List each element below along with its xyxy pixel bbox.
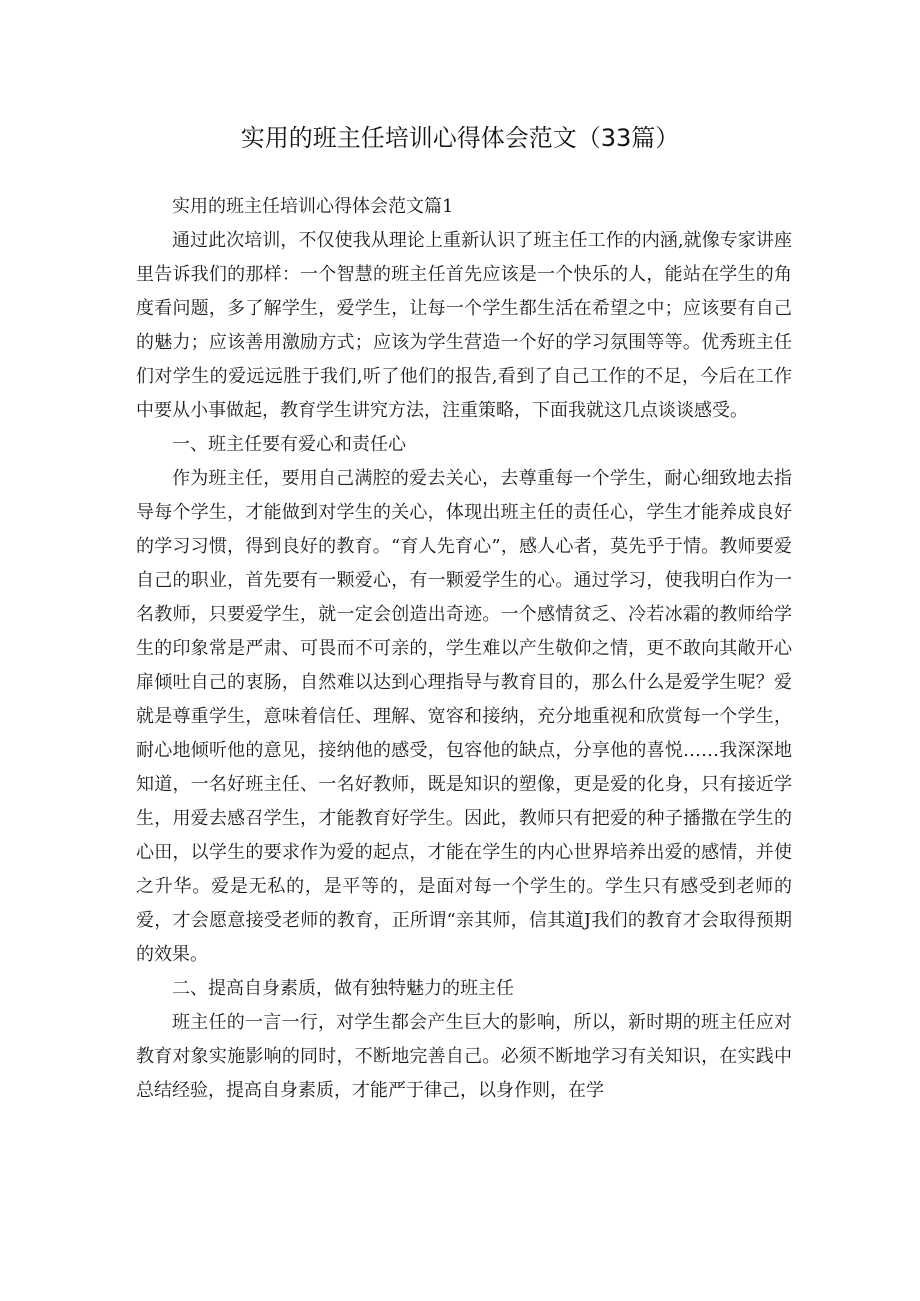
paragraph-love-responsibility: 作为班主任，要用自己满腔的爱去关心，去尊重每一个学生，耐心细致地去指导每个学生，才能做到对学生的关心，体现出班主任的责任心，学生才能养成良好的学习习惯，得到良好的教育。“育人先育心”，感人心者，莫先乎于情。教师要爱自己的职业，首先要有一颗爱心，有一颗爱学生的心。通过学习，使我明白作为一名教师，只要爱学生，就一定会创造出奇迹。一个感情贫乏、冷若冰霜的教师给学生的印象常是严肃、可畏而不可亲的，学生难以产生敬仰之情，更不敢向其敞开心扉倾吐自己的衷肠，自然难以达到心理指导与教育目的，那么什么是爱学生呢？爱就是尊重学生，意味着信任、理解、宽容和接纳，充分地重视和欣赏每一个学生，耐心地倾听他的意见，接纳他的感受，包容他的缺点，分享他的喜悦……我深深地知道，一名好班主任、一名好教师，既是知识的塑像，更是爱的化身，只有接近学生，用爱去感召学生，才能教育好学生。因此，教师只有把爱的种子播撒在学生的心田，以学生的要求作为爱的起点，才能在学生的内心世界培养出爱的感情，并使之升华。爱是无私的，是平等的，是面对每一个学生的。学生只有感受到老师的爱，才会愿意接受老师的教育，正所谓“亲其师，信其道J我们的教育才会取得预期的效果。 <box>136 468 792 965</box>
heading-love-responsibility: 一、班主任要有爱心和责任心 <box>172 434 406 455</box>
document-title: 实用的班主任培训心得体会范文（33篇） <box>240 124 680 152</box>
heading-self-improvement: 二、提高自身素质，做有独特魅力的班主任 <box>172 978 514 999</box>
intro-paragraph: 通过此次培训，不仅使我从理论上重新认识了班主任工作的内涵,就像专家讲座里告诉我们的那样：一个智慧的班主任首先应该是一个快乐的人，能站在学生的角度看问题，多了解学生，爱学生，让每一个学生都生活在希望之中；应该要有自己的魅力；应该善用激励方式；应该为学生营造一个好的学习氛围等等。优秀班主任们对学生的爱远远胜于我们,听了他们的报告,看到了自己工作的不足，今后在工作中要从小事做起，教育学生讲究方法，注重策略，下面我就这几点谈谈感受。 <box>136 230 792 421</box>
paragraph-self-improvement: 班主任的一言一行，对学生都会产生巨大的影响，所以，新时期的班主任应对教育对象实施影响的同时，不断地完善自己。必须不断地学习有关知识，在实践中总结经验，提高自身素质，才能严于律己，以身作则，在学 <box>136 1012 792 1101</box>
document-body <box>136 190 792 1108</box>
section-title: 实用的班主任培训心得体会范文篇1 <box>172 196 454 217</box>
